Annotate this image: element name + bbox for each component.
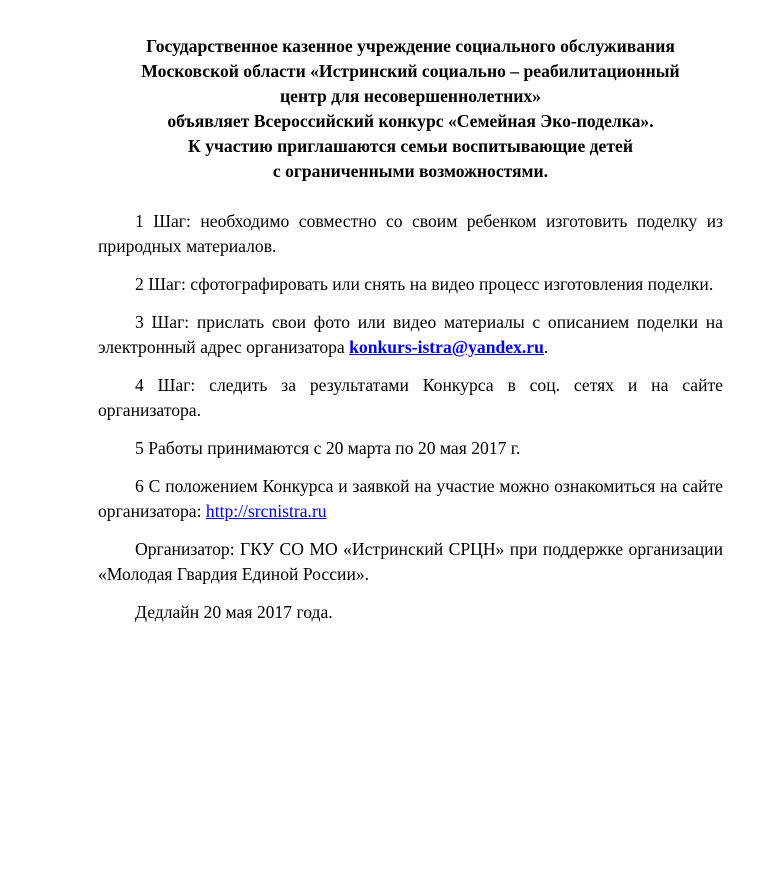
header-line-2: Московской области «Истринский социально – реабилитационный	[141, 61, 680, 81]
header-line-6: с ограниченными возможностями.	[272, 161, 549, 181]
announcement-header	[98, 34, 723, 184]
step-6-text: 6 С положением Конкурса и заявкой на участие можно ознакомиться на сайте организатора:	[98, 476, 723, 521]
header-line-5: К участию приглашаются семьи воспитывающие детей	[188, 136, 633, 156]
step-4-paragraph: 4 Шаг: следить за результатами Конкурса в соц. сетях и на сайте организатора.	[98, 375, 723, 420]
step-6-paragraph	[98, 474, 723, 524]
organizer-email-link[interactable]: konkurs-istra@yandex.ru	[349, 337, 544, 357]
header-line-3: центр для несовершеннолетних»	[280, 86, 541, 106]
step-1-paragraph: 1 Шаг: необходимо совместно со своим ребенком изготовить поделку из природных материалов.	[98, 211, 723, 256]
header-line-1: Государственное казенное учреждение социального обслуживания	[146, 36, 675, 56]
organizer-paragraph: Организатор: ГКУ СО МО «Истринский СРЦН» при поддержке организации «Молодая Гвардия Единой России».	[98, 539, 723, 584]
header-line-4: объявляет Всероссийский конкурс «Семейная Эко-поделка».	[167, 111, 654, 131]
step-3-paragraph	[98, 310, 723, 360]
step-5-paragraph: 5 Работы принимаются с 20 марта по 20 мая 2017 г.	[135, 438, 521, 458]
deadline-paragraph: Дедлайн 20 мая 2017 года.	[135, 602, 333, 622]
step-3-text: 3 Шаг: прислать свои фото или видео материалы с описанием поделки на электронный адрес организатора	[98, 312, 723, 357]
organizer-site-link[interactable]: http://srcnistra.ru	[205, 501, 327, 521]
step-2-paragraph: 2 Шаг: сфотографировать или снять на видео процесс изготовления поделки.	[135, 274, 714, 294]
step-3-tail: .	[543, 337, 549, 357]
